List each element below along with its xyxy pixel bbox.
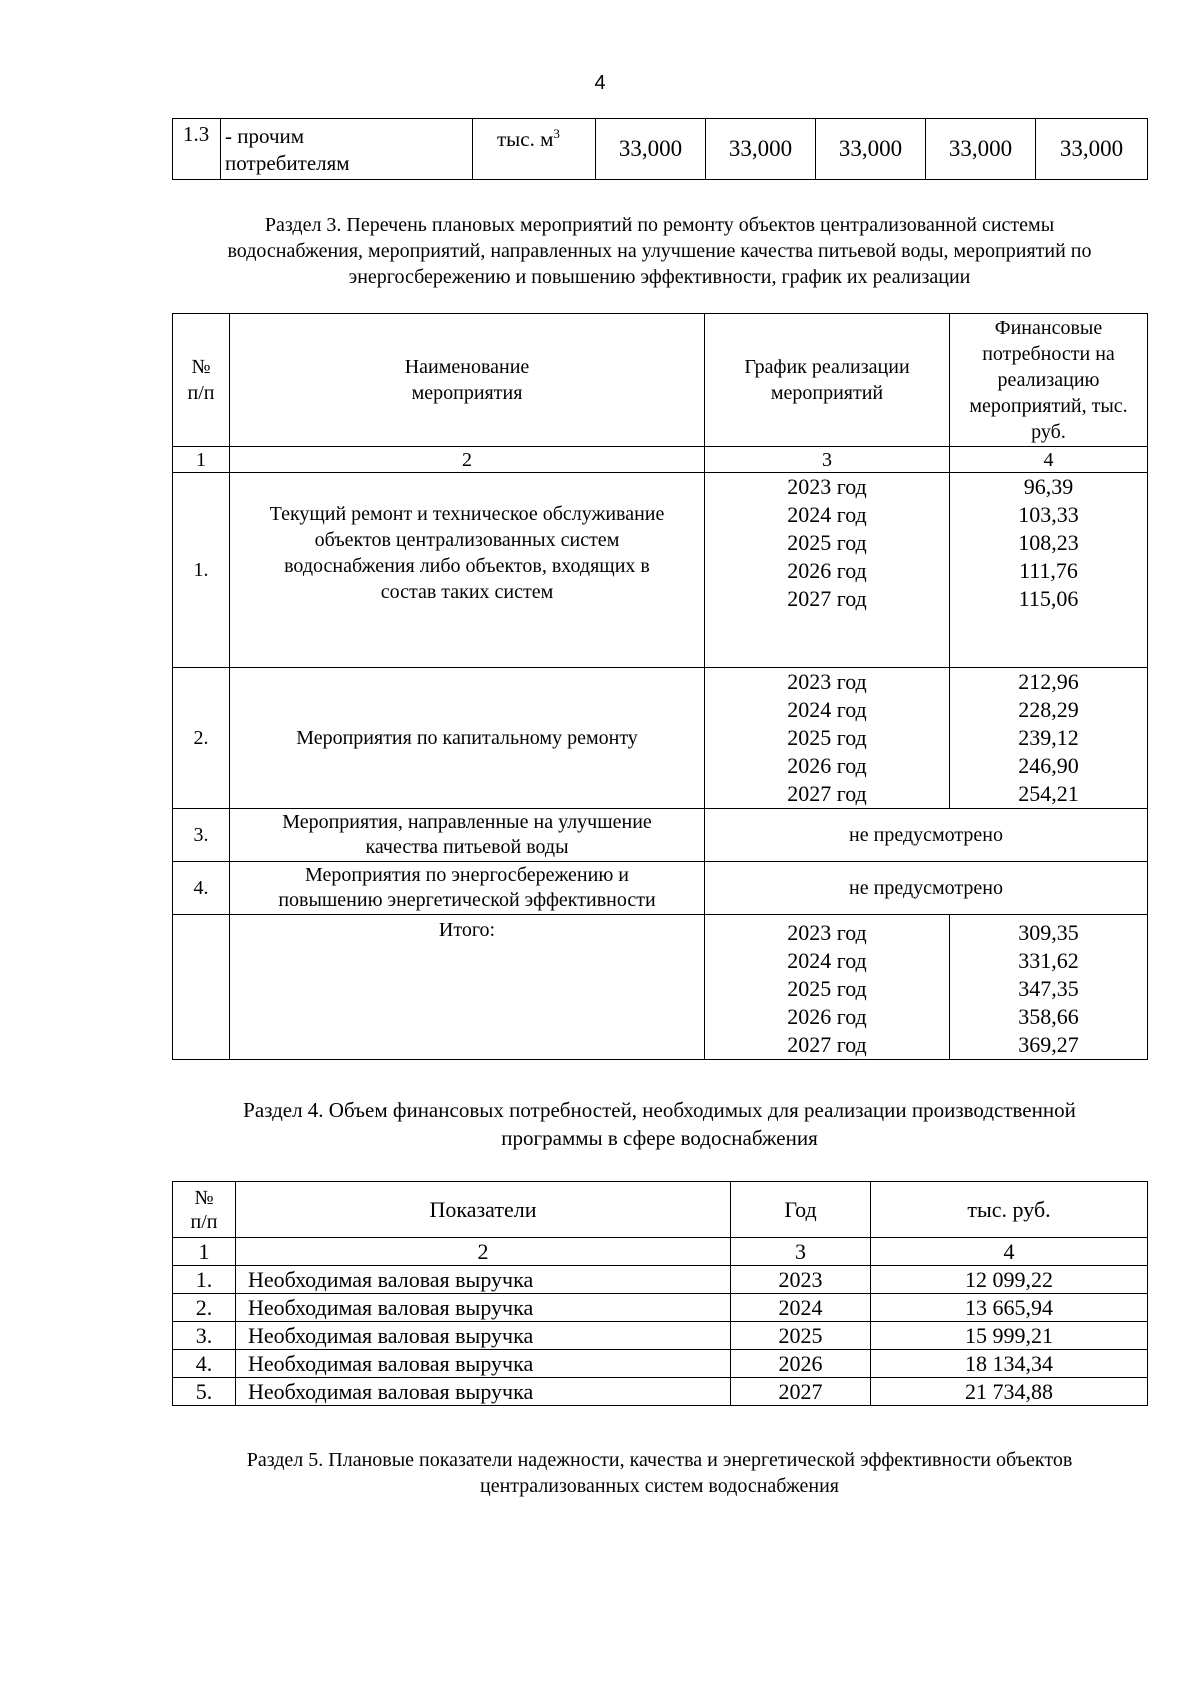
row-label [221, 119, 473, 180]
header-amount: тыс. руб. [871, 1182, 1148, 1238]
column-index: 2 [230, 447, 705, 473]
year-item: 2025 год [787, 725, 867, 750]
header-year: Год [731, 1182, 871, 1238]
column-index-row [173, 447, 1148, 473]
row-label: Необходимая валовая выручка [236, 1294, 731, 1322]
header-finance [950, 314, 1148, 447]
header-num [173, 1182, 236, 1238]
row-label-line: потребителям [225, 151, 350, 175]
column-index: 3 [705, 447, 950, 473]
title-line: Раздел 3. Перечень плановых мероприятий по ремонту объектов централизованной системы [264, 214, 1055, 236]
unit-cell [473, 119, 596, 180]
table-row [173, 473, 1148, 668]
value-item: 111,76 [1019, 558, 1078, 583]
header-text: п/п [190, 1210, 218, 1233]
header-num [173, 314, 230, 447]
table-row [173, 1350, 1148, 1378]
title-line: Раздел 4. Объем финансовых потребностей, необходимых для реализации производственной [243, 1098, 1076, 1122]
header-text: потребности на [982, 343, 1115, 365]
row-note: не предусмотрено [705, 862, 1148, 915]
value-item: 347,35 [1018, 976, 1079, 1001]
row-year: 2027 [731, 1378, 871, 1406]
year-item: 2026 год [787, 558, 867, 583]
value-item: 96,39 [1023, 474, 1074, 499]
column-index: 4 [950, 447, 1148, 473]
unit-text: тыс. м [497, 127, 554, 151]
year-item: 2027 год [787, 781, 867, 806]
row-number: 2. [173, 1294, 236, 1322]
table-row [173, 1378, 1148, 1406]
previous-table [172, 118, 1148, 180]
year-item: 2024 год [787, 502, 867, 527]
row-years [705, 473, 950, 668]
header-text: руб. [1031, 421, 1066, 443]
title-line: Раздел 5. Плановые показатели надежности, качества и энергетической эффективности объектов [246, 1449, 1073, 1471]
header-name [230, 314, 705, 447]
name-line: повышению энергетической эффективности [278, 889, 656, 911]
row-years [705, 668, 950, 809]
section-5-title [172, 1447, 1147, 1499]
table-header-row [173, 314, 1148, 447]
row-number: 3. [173, 1322, 236, 1350]
header-indicators: Показатели [236, 1182, 731, 1238]
header-text: мероприятий, тыс. [969, 395, 1128, 417]
value-item: 228,29 [1018, 697, 1079, 722]
row-label: Необходимая валовая выручка [236, 1350, 731, 1378]
row-year: 2025 [731, 1322, 871, 1350]
header-text: реализацию [997, 369, 1100, 391]
total-num [173, 915, 230, 1060]
row-number: 4. [173, 862, 230, 915]
column-index: 1 [173, 447, 230, 473]
row-amount: 18 134,34 [871, 1350, 1148, 1378]
title-line: программы в сфере водоснабжения [501, 1126, 818, 1150]
name-line: Текущий ремонт и техническое обслуживание [269, 503, 665, 525]
row-year: 2026 [731, 1350, 871, 1378]
value-item: 212,96 [1018, 669, 1079, 694]
value-item: 369,27 [1018, 1032, 1079, 1057]
column-index: 3 [731, 1238, 871, 1266]
value-item: 103,33 [1018, 502, 1079, 527]
year-item: 2027 год [787, 586, 867, 611]
row-number: 4. [173, 1350, 236, 1378]
value-cell: 33,000 [596, 119, 706, 180]
value-cell: 33,000 [816, 119, 926, 180]
year-item: 2024 год [787, 697, 867, 722]
row-name [230, 473, 705, 668]
column-index: 1 [173, 1238, 236, 1266]
row-label-line: - прочим [225, 124, 305, 148]
row-amount: 12 099,22 [871, 1266, 1148, 1294]
row-amount: 13 665,94 [871, 1294, 1148, 1322]
table-row [173, 668, 1148, 809]
name-line: состав таких систем [380, 581, 554, 603]
row-number: 1. [173, 1266, 236, 1294]
header-text: № [194, 1186, 214, 1209]
value-item: 108,23 [1018, 530, 1079, 555]
year-item: 2026 год [787, 1004, 867, 1029]
year-item: 2024 год [787, 948, 867, 973]
row-note: не предусмотрено [705, 809, 1148, 862]
value-cell: 33,000 [1036, 119, 1148, 180]
row-year: 2024 [731, 1294, 871, 1322]
year-item: 2027 год [787, 1032, 867, 1057]
value-cell: 33,000 [706, 119, 816, 180]
year-item: 2023 год [787, 474, 867, 499]
table-row [173, 119, 1148, 180]
value-item: 358,66 [1018, 1004, 1079, 1029]
name-line: объектов централизованных систем [314, 529, 620, 551]
row-number: 1. [173, 473, 230, 668]
name-line: качества питьевой воды [365, 836, 569, 858]
table-row [173, 1266, 1148, 1294]
row-amount: 21 734,88 [871, 1378, 1148, 1406]
total-values [950, 915, 1148, 1060]
row-number: 2. [173, 668, 230, 809]
unit-superscript: 3 [553, 126, 560, 141]
title-line: централизованных систем водоснабжения [480, 1475, 839, 1497]
header-text: График реализации [744, 356, 910, 378]
row-values [950, 473, 1148, 668]
year-item: 2023 год [787, 669, 867, 694]
value-item: 239,12 [1018, 725, 1079, 750]
name-line: Мероприятия, направленные на улучшение [282, 811, 652, 833]
column-index-row [173, 1238, 1148, 1266]
header-text: мероприятия [411, 382, 523, 404]
total-years [705, 915, 950, 1060]
row-name [230, 809, 705, 862]
row-label: Необходимая валовая выручка [236, 1378, 731, 1406]
row-number: 1.3 [173, 119, 221, 180]
row-values [950, 668, 1148, 809]
row-amount: 15 999,21 [871, 1322, 1148, 1350]
row-name [230, 862, 705, 915]
total-row [173, 915, 1148, 1060]
row-label: Необходимая валовая выручка [236, 1266, 731, 1294]
row-year: 2023 [731, 1266, 871, 1294]
value-item: 115,06 [1018, 586, 1079, 611]
year-item: 2025 год [787, 976, 867, 1001]
name-line: Мероприятия по энергосбережению и [305, 864, 629, 886]
value-cell: 33,000 [926, 119, 1036, 180]
total-label: Итого: [230, 915, 705, 1060]
row-number: 5. [173, 1378, 236, 1406]
name-line: водоснабжения либо объектов, входящих в [284, 555, 650, 577]
year-item: 2026 год [787, 753, 867, 778]
column-index: 4 [871, 1238, 1148, 1266]
table-header-row [173, 1182, 1148, 1238]
table-row [173, 809, 1148, 862]
table-row [173, 1294, 1148, 1322]
header-text: мероприятий [770, 382, 884, 404]
value-item: 254,21 [1018, 781, 1079, 806]
finance-table [172, 1181, 1148, 1406]
measures-table [172, 313, 1148, 1060]
title-line: водоснабжения, мероприятий, направленных на улучшение качества питьевой воды, мероприятий по [227, 240, 1092, 262]
section-3-title [172, 212, 1147, 290]
name-line: Мероприятия по капитальному ремонту [296, 727, 638, 749]
value-item: 309,35 [1018, 920, 1079, 945]
header-text: Финансовые [994, 317, 1103, 339]
year-item: 2025 год [787, 530, 867, 555]
table-row [173, 1322, 1148, 1350]
header-text: № [191, 356, 211, 378]
year-item: 2023 год [787, 920, 867, 945]
value-item: 331,62 [1018, 948, 1079, 973]
header-text: п/п [187, 382, 215, 404]
header-schedule [705, 314, 950, 447]
header-text: Наименование [404, 356, 530, 378]
column-index: 2 [236, 1238, 731, 1266]
page-number: 4 [594, 72, 606, 94]
value-item: 246,90 [1018, 753, 1079, 778]
row-number: 3. [173, 809, 230, 862]
section-4-title [172, 1096, 1147, 1152]
title-line: энергосбережению и повышению эффективности, график их реализации [348, 266, 971, 288]
row-label: Необходимая валовая выручка [236, 1322, 731, 1350]
table-row [173, 862, 1148, 915]
row-name [230, 668, 705, 809]
